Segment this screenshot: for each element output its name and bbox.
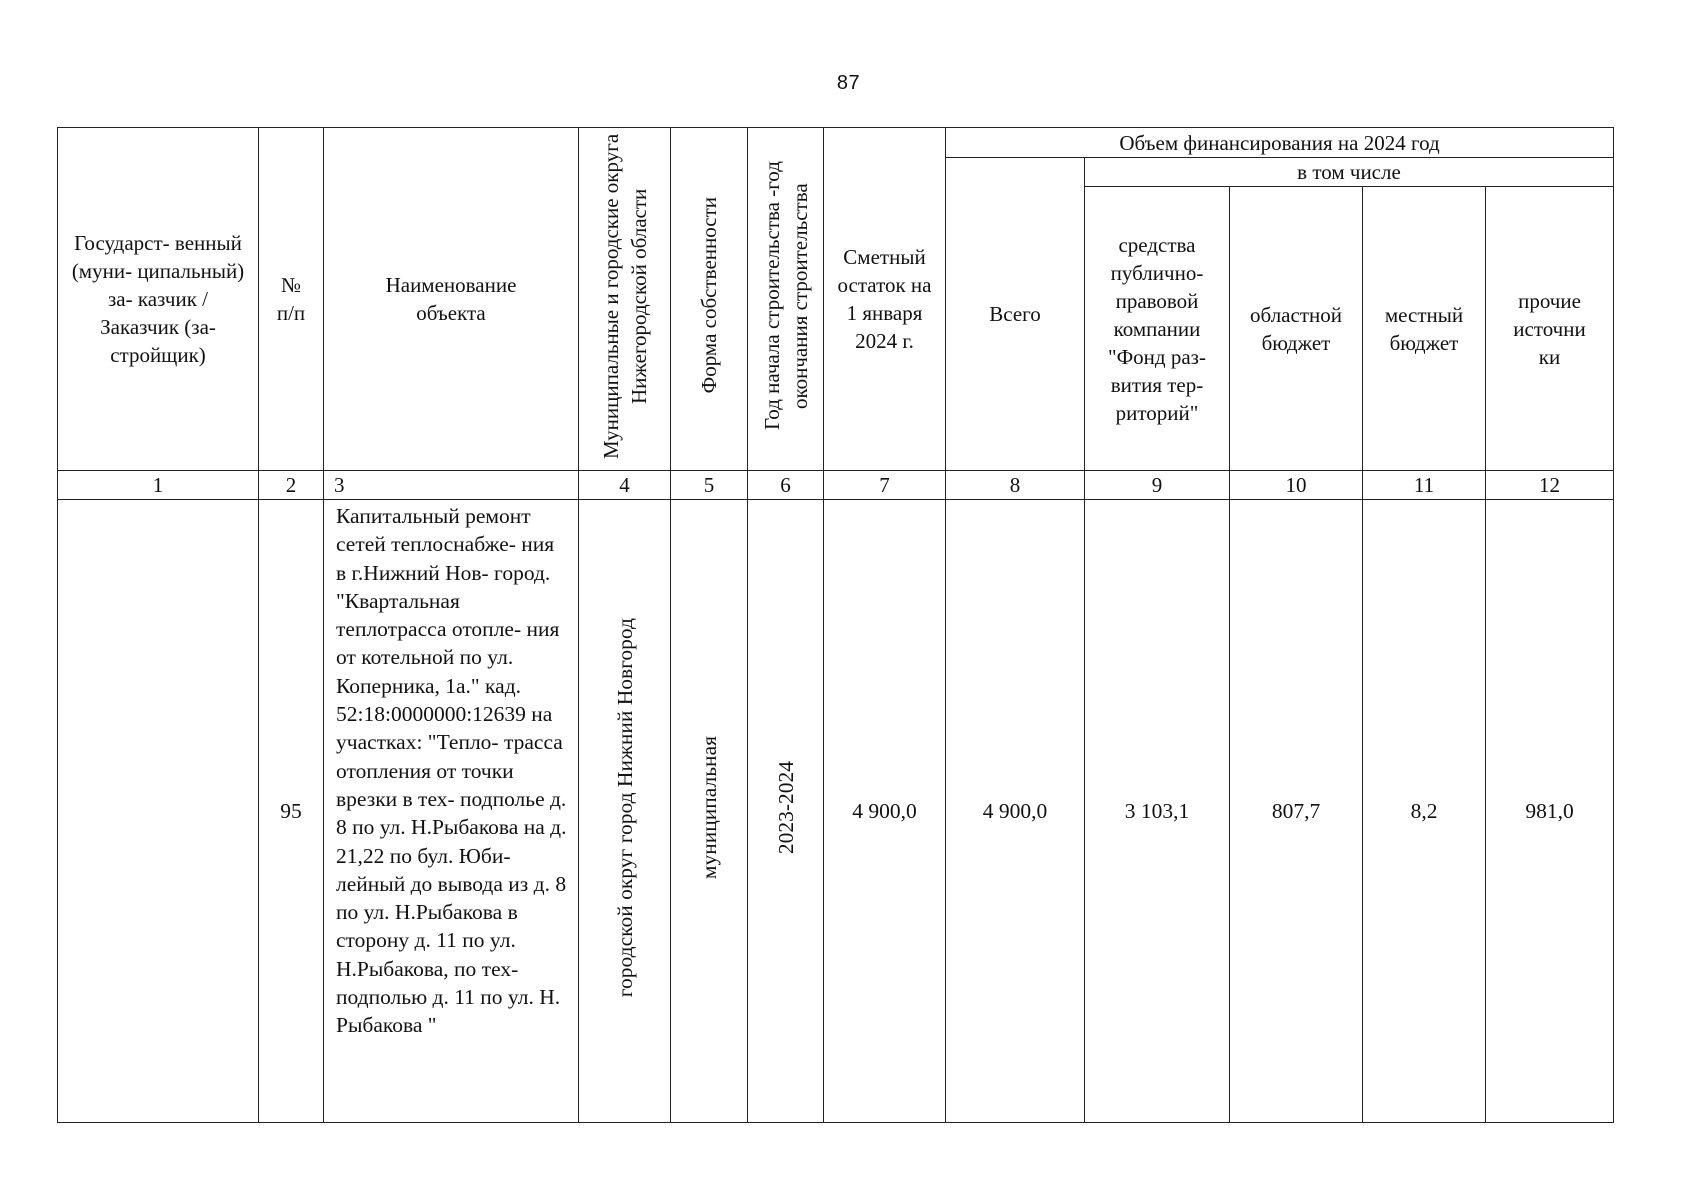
cell-customer [58,500,259,1123]
column-number: 4 [579,471,671,500]
header-local-budget-text: местный бюджет [1384,302,1464,355]
header-object-name-text: Наименование объекта [385,273,517,325]
cell-local-budget: 8,2 [1363,500,1486,1123]
cell-regional-budget: 807,7 [1230,500,1363,1123]
cell-total: 4 900,0 [946,500,1085,1123]
header-fund-development-text: средства публично- правовой компании "Фонд раз- вития тер- риторий" [1108,232,1206,425]
header-other-sources [1486,187,1614,471]
header-object-name [324,128,579,471]
column-numbers-row [58,471,1614,500]
header-num [259,128,324,471]
header-funding-2024 [946,128,1614,158]
header-local-budget [1363,187,1486,471]
cell-ownership-text: муниципальная [697,735,721,880]
column-number: 10 [1230,471,1363,500]
header-including-text: в том числе [1297,160,1401,184]
header-regional-budget [1230,187,1363,471]
column-number: 6 [748,471,824,500]
header-funding-2024-text: Объем финансирования на 2024 год [1119,130,1440,155]
cell-ownership [671,500,748,1123]
column-number: 2 [259,471,324,500]
header-fund-development [1085,187,1230,471]
cell-years [748,500,824,1123]
header-num-text: № п/п [276,273,306,325]
column-number: 12 [1486,471,1614,500]
header-total-text: Всего [989,302,1041,326]
cell-years-text: 2023-2024 [773,760,798,855]
header-row-1 [58,128,1614,158]
header-estimate-balance-text: Сметный остаток на 1 января 2024 г. [837,245,932,353]
column-number: 11 [1363,471,1486,500]
cell-num: 95 [259,500,324,1123]
financing-table [57,127,1614,1123]
cell-object-name: Капитальный ремонт сетей теплоснабже- ния в г.Нижний Нов- город. "Квартальная теплотрасса отопле- ния от котельной по ул. Коперника, 1а." кад. 52:18:0000000:12639 на участках: "Тепло- трасса отопления от точки врезки в тех- подполье д. 8 по ул. Н.Рыбакова на д. 21,22 по бул. Юби- лейный до вывода из д. 8 по ул. Н.Рыбакова в сторону д. 11 по ул. Н.Рыбакова, по тех- подполью д. 11 по ул. Н. Рыбакова " [324,500,579,1123]
cell-other-sources: 981,0 [1486,500,1614,1123]
column-number: 9 [1085,471,1230,500]
header-estimate-balance [824,128,946,471]
header-total [946,158,1085,471]
header-district-text: Муниципальные и городские округа Нижегородской области [598,132,651,459]
header-customer [58,128,259,471]
column-number: 1 [58,471,259,500]
header-customer-text: Государст- венный (муни- ципальный) за- казчик / Заказчик (за- стройщик) [71,231,245,367]
page-number: 87 [836,72,861,94]
header-other-sources-text: прочие источни ки [1513,288,1586,369]
header-years [748,128,824,471]
header-ownership [671,128,748,471]
header-regional-budget-text: областной бюджет [1250,302,1342,355]
header-years-text: Год начала строительства -год окончания строительства [759,161,812,430]
column-number: 3 [324,471,579,500]
header-ownership-text: Форма собственности [697,197,721,394]
header-including [1085,158,1614,187]
cell-district-text: городской округ город Нижний Новгород [612,617,637,998]
column-number: 7 [824,471,946,500]
cell-district [579,500,671,1123]
header-district [579,128,671,471]
cell-fund-development: 3 103,1 [1085,500,1230,1123]
cell-estimate-balance: 4 900,0 [824,500,946,1123]
column-number: 5 [671,471,748,500]
column-number: 8 [946,471,1085,500]
table-row [58,500,1614,1123]
